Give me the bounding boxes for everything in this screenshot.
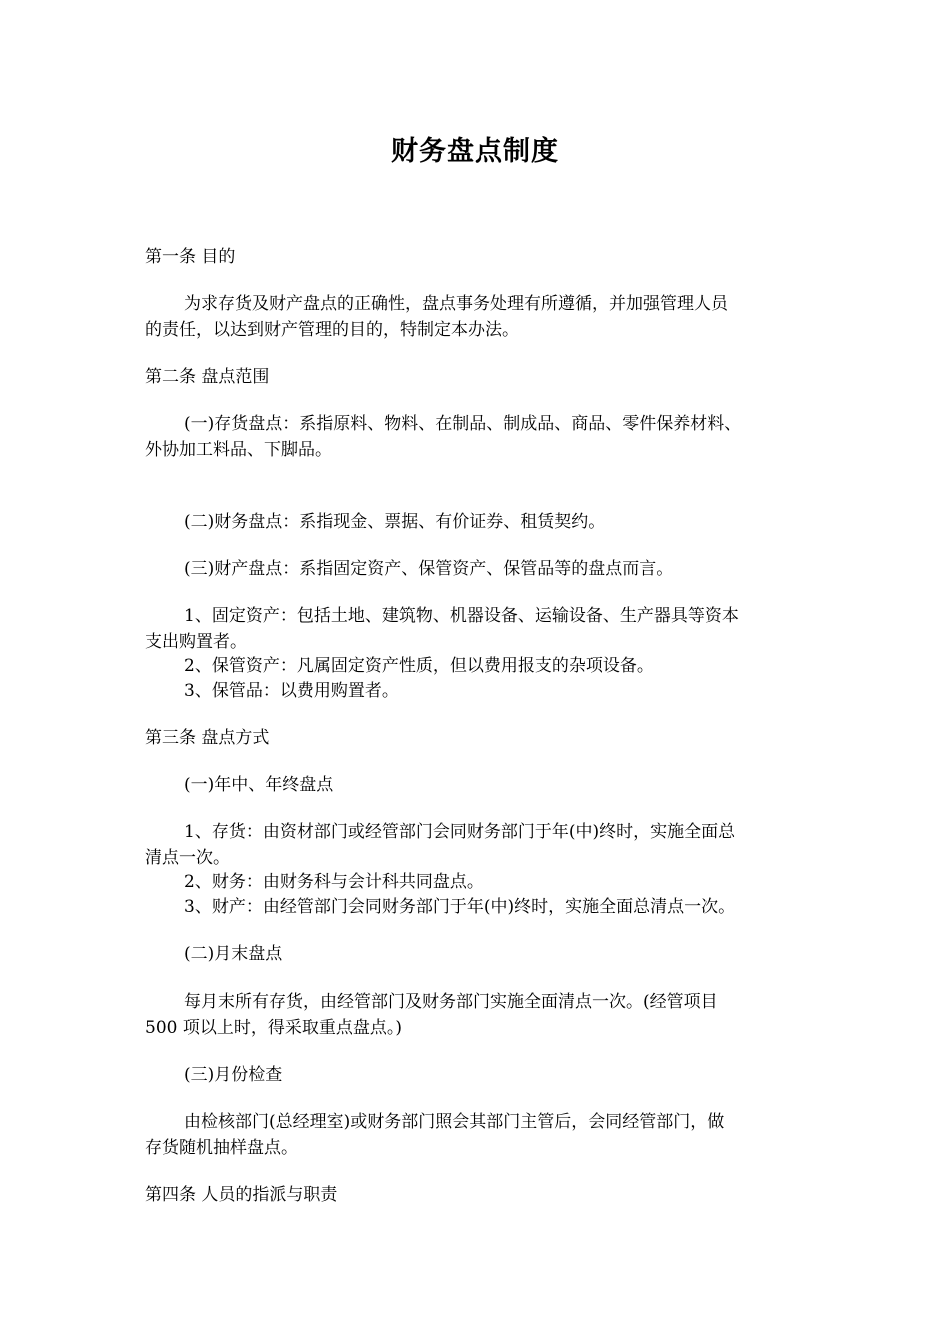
document-title: 财务盘点制度 (391, 136, 559, 167)
property-method-line: 3、财产：由经管部门会同财务部门于年(中)终时，实施全面总清点一次。 (184, 897, 736, 917)
article-3-heading: 第三条 盘点方式 (145, 728, 270, 748)
article-1-paragraph-line-2: 的责任，以达到财产管理的目的，特制定本办法。 (145, 320, 519, 340)
inventory-count-line-1: (一)存货盘点：系指原料、物料、在制品、制成品、商品、零件保养材料、 (184, 414, 742, 434)
finance-method-line: 2、财务：由财务科与会计科共同盘点。 (184, 872, 484, 892)
article-4-heading: 第四条 人员的指派与职责 (145, 1185, 338, 1205)
monthly-check-heading: (三)月份检查 (184, 1065, 283, 1085)
article-1-heading: 第一条 目的 (145, 247, 236, 267)
midyear-yearend-heading: (一)年中、年终盘点 (184, 775, 334, 795)
inventory-method-line-1: 1、存货：由资材部门或经管部门会同财务部门于年(中)终时，实施全面总 (184, 822, 736, 842)
month-end-heading: (二)月末盘点 (184, 944, 283, 964)
article-2-heading: 第二条 盘点范围 (145, 367, 270, 387)
fixed-assets-line-2: 支出购置者。 (145, 632, 247, 652)
monthly-check-paragraph-line-1: 由检核部门(总经理室)或财务部门照会其部门主管后，会同经管部门，做 (184, 1112, 725, 1132)
inventory-method-line-2: 清点一次。 (145, 848, 230, 868)
month-end-paragraph-line-2: 500 项以上时，得采取重点盘点。) (145, 1018, 402, 1038)
fixed-assets-line-1: 1、固定资产：包括土地、建筑物、机器设备、运输设备、生产器具等资本 (184, 606, 739, 626)
property-count-line: (三)财产盘点：系指固定资产、保管资产、保管品等的盘点而言。 (184, 559, 674, 579)
month-end-paragraph-line-1: 每月末所有存货，由经管部门及财务部门实施全面清点一次。(经管项目 (184, 992, 718, 1012)
custody-items-line: 3、保管品：以费用购置者。 (184, 681, 399, 701)
inventory-count-line-2: 外协加工料品、下脚品。 (145, 440, 332, 460)
financial-count-line: (二)财务盘点：系指现金、票据、有价证券、租赁契约。 (184, 512, 606, 532)
custody-assets-line: 2、保管资产：凡属固定资产性质，但以费用报支的杂项设备。 (184, 656, 654, 676)
monthly-check-paragraph-line-2: 存货随机抽样盘点。 (145, 1138, 298, 1158)
article-1-paragraph-line-1: 为求存货及财产盘点的正确性，盘点事务处理有所遵循，并加强管理人员 (184, 294, 728, 314)
